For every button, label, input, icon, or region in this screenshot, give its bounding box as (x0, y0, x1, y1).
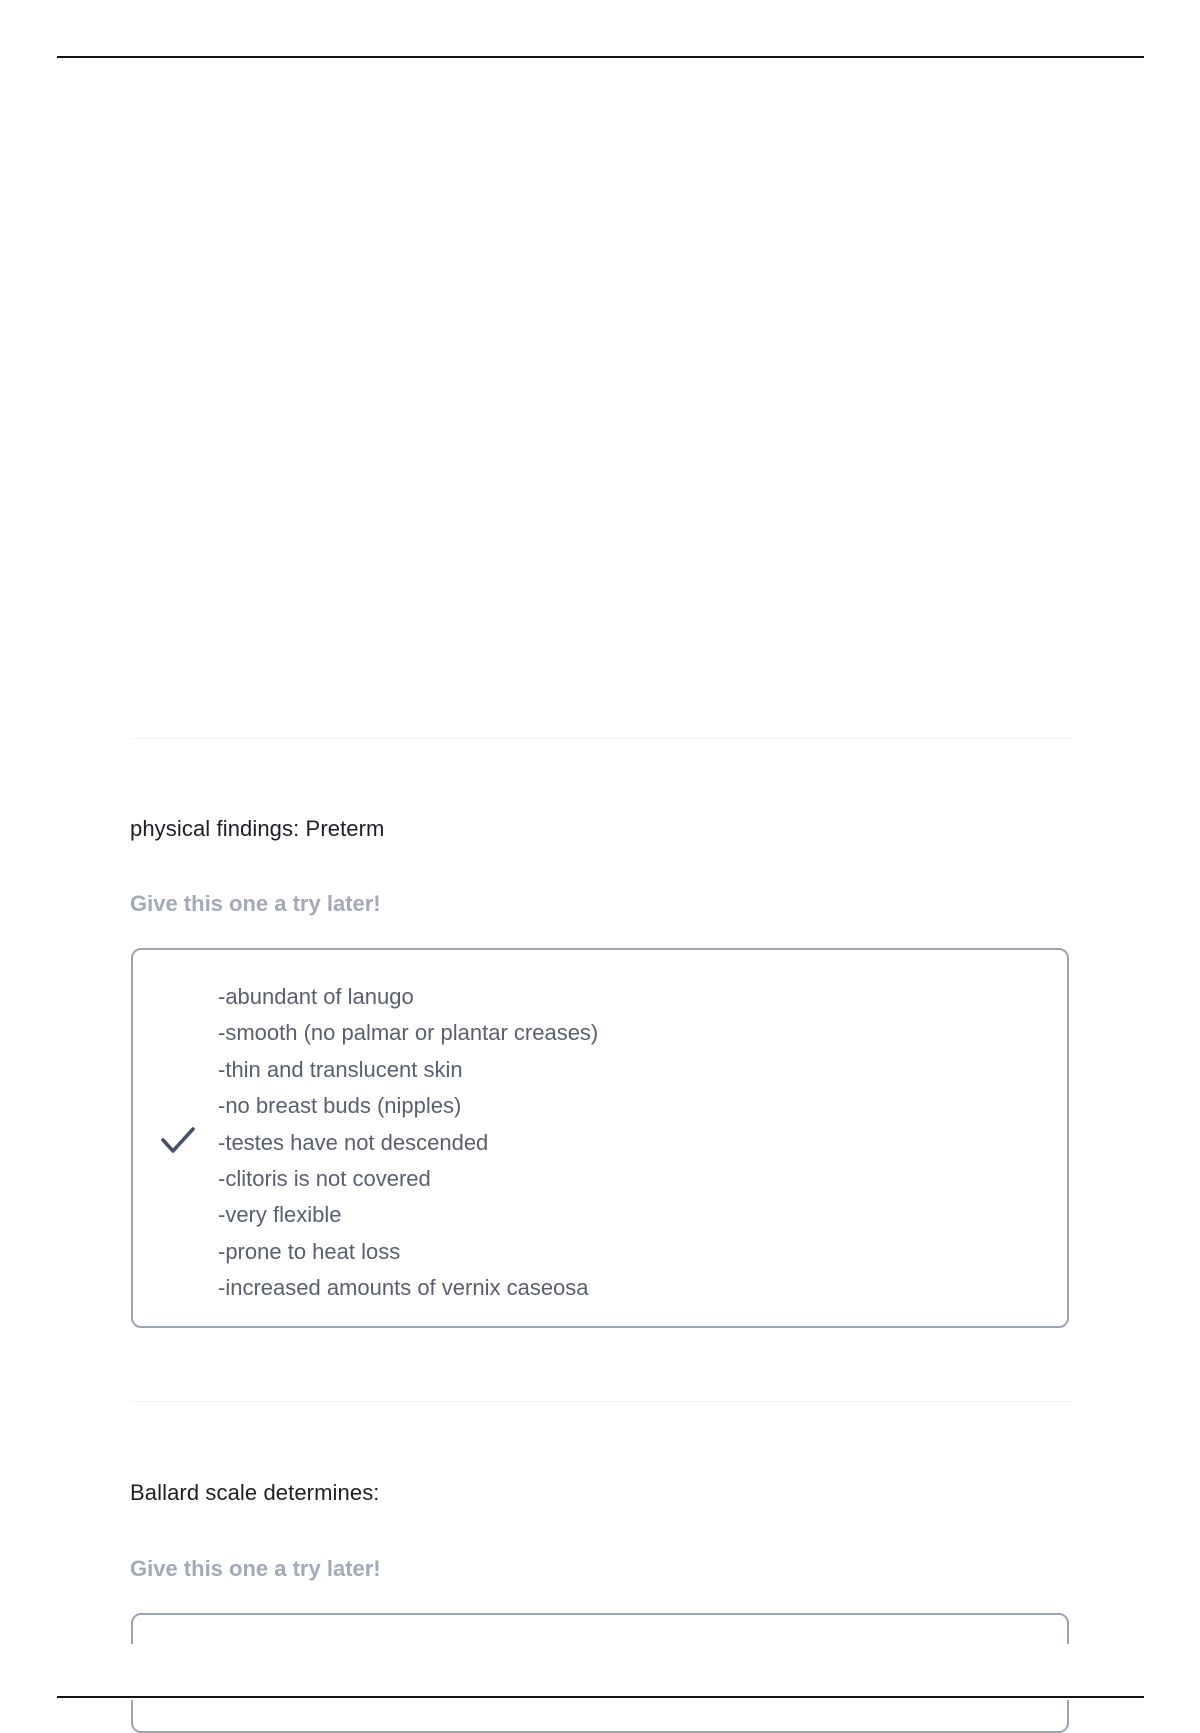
section-divider (130, 738, 1072, 739)
answer-line: -prone to heat loss (218, 1238, 401, 1264)
answer-line: -clitoris is not covered (218, 1166, 431, 1192)
answer-card[interactable] (131, 948, 1069, 1328)
page-top-rule (57, 56, 1144, 58)
check-icon (160, 1125, 196, 1155)
question-text: Ballard scale determines: (130, 1480, 380, 1505)
answer-line: -thin and translucent skin (218, 1056, 463, 1082)
page-crop-mask (0, 1644, 1200, 1700)
section-divider (130, 1401, 1072, 1402)
answer-line: -testes have not descended (218, 1129, 489, 1155)
answer-line: -very flexible (218, 1202, 342, 1228)
answer-list (218, 979, 598, 1307)
answer-line: -no breast buds (nipples) (218, 1093, 462, 1119)
page-bottom-rule (57, 1696, 1144, 1698)
try-later-hint: Give this one a try later! (130, 891, 381, 916)
question-text: physical findings: Preterm (130, 816, 385, 841)
try-later-hint: Give this one a try later! (130, 1556, 381, 1581)
answer-line: -smooth (no palmar or plantar creases) (218, 1020, 599, 1046)
answer-line: -abundant of lanugo (218, 984, 414, 1009)
answer-line: -increased amounts of vernix caseosa (218, 1275, 589, 1301)
